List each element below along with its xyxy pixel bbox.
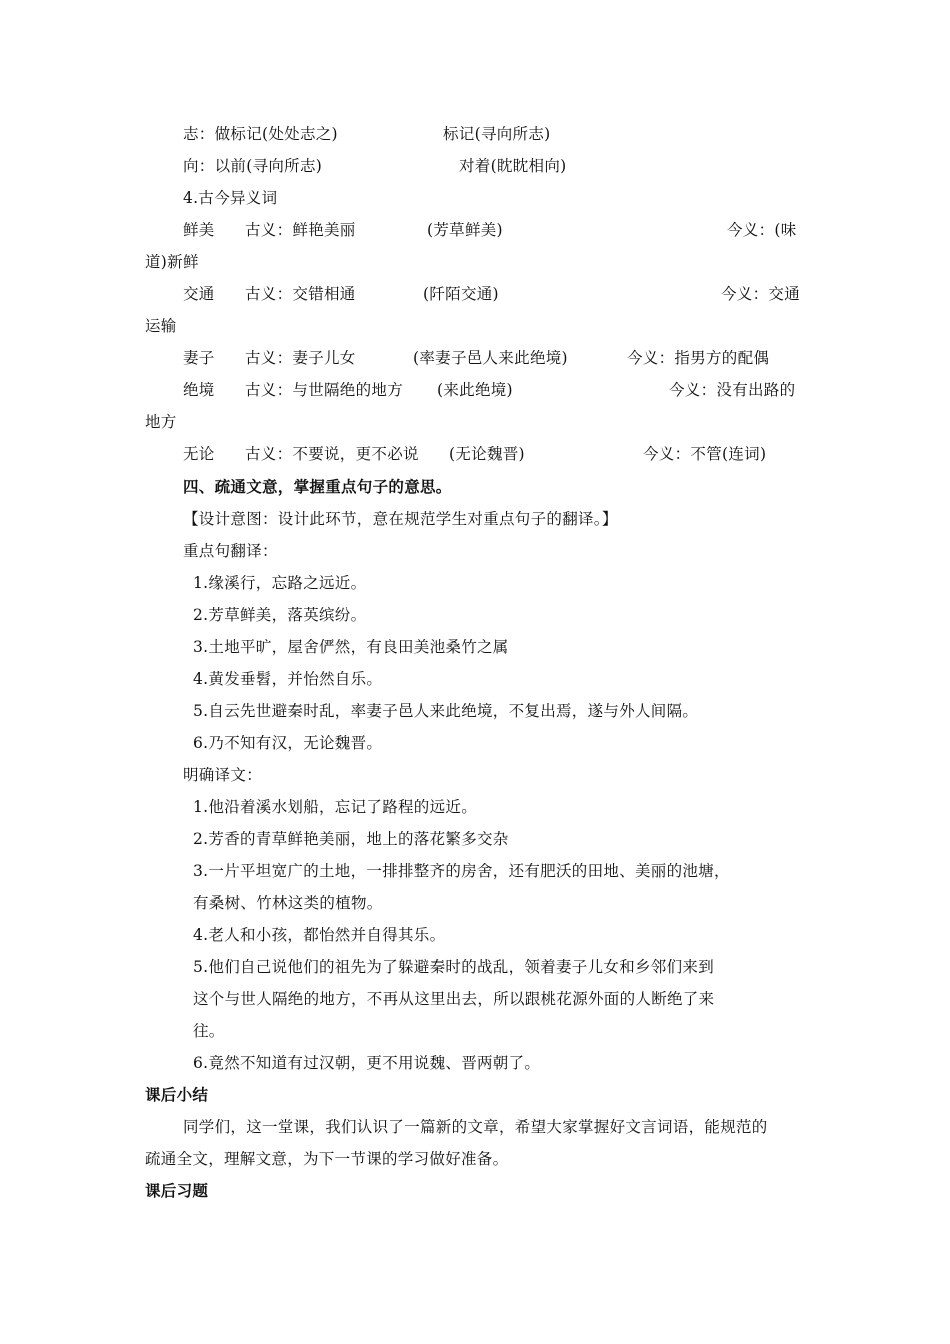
translation-label: 明确译文：	[183, 766, 263, 784]
modern-meaning-cont: 道)新鲜	[145, 253, 199, 271]
meaning-alt: 对着(眈眈相向)	[459, 157, 567, 175]
modern-meaning: 今义：(味	[727, 221, 797, 239]
summary-line: 同学们，这一堂课，我们认识了一篇新的文章，希望大家掌握好文言词语，能规范的	[183, 1118, 768, 1136]
modern-meaning: 今义：不管(连词)	[643, 445, 767, 463]
translation-line: 2.芳香的青草鲜艳美丽，地上的落花繁多交杂	[193, 830, 509, 848]
key-sentence: 5.自云先世避秦时乱，率妻子邑人来此绝境，不复出焉，遂与外人间隔。	[193, 702, 699, 720]
translation-line: 6.竟然不知道有过汉朝，更不用说魏、晋两朝了。	[193, 1054, 541, 1072]
term: 鲜美	[183, 221, 215, 239]
meaning-line: 志：做标记(处处志之)	[183, 125, 338, 143]
ancient-meaning: 古义：与世隔绝的地方	[245, 381, 404, 399]
key-sentence: 3.土地平旷，屋舍俨然，有良田美池桑竹之属	[193, 638, 509, 656]
term: 绝境	[183, 381, 215, 399]
ancient-meaning: 古义：妻子儿女	[245, 349, 356, 367]
ancient-meaning: 古义：不要说，更不必说	[245, 445, 419, 463]
source-quote: (来此绝境)	[437, 381, 513, 399]
design-intent: 【设计意图：设计此环节，意在规范学生对重点句子的翻译。】	[183, 510, 618, 528]
translation-line: 有桑树、竹林这类的植物。	[193, 894, 383, 912]
translation-line: 5.他们自己说他们的祖先为了躲避秦时的战乱，领着妻子儿女和乡邻们来到	[193, 958, 714, 976]
key-sentence: 4.黄发垂髫，并怡然自乐。	[193, 670, 383, 688]
term: 交通	[183, 285, 215, 303]
ancient-meaning: 古义：交错相通	[245, 285, 356, 303]
key-sentence: 2.芳草鲜美，落英缤纷。	[193, 606, 367, 624]
key-sentence: 6.乃不知有汉，无论魏晋。	[193, 734, 383, 752]
modern-meaning-cont: 地方	[145, 413, 177, 431]
translation-line: 1.他沿着溪水划船，忘记了路程的远近。	[193, 798, 477, 816]
part-heading: 四、疏通文意，掌握重点句子的意思。	[183, 478, 452, 496]
source-quote: (芳草鲜美)	[427, 221, 503, 239]
source-quote: (率妻子邑人来此绝境)	[413, 349, 568, 367]
modern-meaning: 今义：交通	[721, 285, 801, 303]
source-quote: (阡陌交通)	[423, 285, 499, 303]
translation-line: 4.老人和小孩，都怡然并自得其乐。	[193, 926, 446, 944]
section-heading: 4.古今异义词	[183, 189, 278, 207]
meaning-line: 向：以前(寻向所志)	[183, 157, 323, 175]
modern-meaning: 今义：没有出路的	[669, 381, 796, 399]
key-sentence: 1.缘溪行，忘路之远近。	[193, 574, 367, 592]
term: 无论	[183, 445, 215, 463]
exercise-heading: 课后习题	[145, 1182, 209, 1200]
translation-line: 往。	[193, 1022, 225, 1040]
summary-line: 疏通全文，理解文意，为下一节课的学习做好准备。	[145, 1150, 509, 1168]
modern-meaning: 今义：指男方的配偶	[627, 349, 770, 367]
translation-line: 这个与世人隔绝的地方，不再从这里出去，所以跟桃花源外面的人断绝了来	[193, 990, 715, 1008]
key-sentences-label: 重点句翻译：	[183, 542, 278, 560]
term: 妻子	[183, 349, 215, 367]
ancient-meaning: 古义：鲜艳美丽	[245, 221, 356, 239]
meaning-alt: 标记(寻向所志)	[443, 125, 551, 143]
source-quote: (无论魏晋)	[449, 445, 525, 463]
modern-meaning-cont: 运输	[145, 317, 177, 335]
summary-heading: 课后小结	[145, 1086, 209, 1104]
translation-line: 3.一片平坦宽广的土地，一排排整齐的房舍，还有肥沃的田地、美丽的池塘，	[193, 862, 730, 880]
